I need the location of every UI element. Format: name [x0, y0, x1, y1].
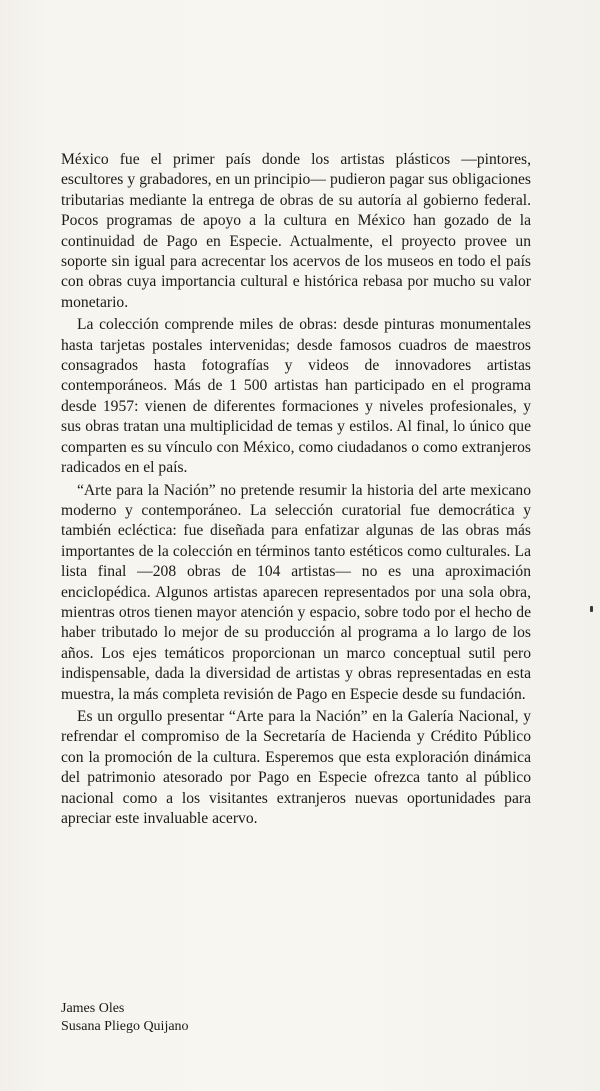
paragraph-2: La colección comprende miles de obras: desde pinturas monumentales hasta tarjetas postales intervenidas; desde famosos cuadros de maestros consagrados hasta fotografías y videos de innovadores artistas contemporáneos. Más de 1 500 artistas han participado en el programa desde 1957: vienen de diferentes formaciones y niveles profesionales, y sus obras tratan una multiplicidad de temas y estilos. Al final, lo único que comparten es su vínculo con México, como ciudadanos o como extranjeros radicados en el país. [61, 316, 531, 477]
paragraph-4: Es un orgullo presentar “Arte para la Nación” en la Galería Nacional, y refrendar el compromiso de la Secretaría de Hacienda y Crédito Público con la promoción de la cultura. Esperemos que esta exploración dinámica del patrimonio atesorado por Pago en Especie ofrezca tanto al público nacional como a los visitantes extranjeros nuevas oportunidades para apreciar este invaluable acervo. [61, 707, 531, 827]
signature-author-2: Susana Pliego Quijano [61, 1019, 189, 1034]
signature-block [61, 1000, 189, 1036]
body-text [61, 150, 531, 829]
paragraph-1: México fue el primer país donde los artistas plásticos —pintores, escultores y grabadores, en un principio— pudieron pagar sus obligaciones tributarias mediante la entrega de obras de su autoría al gobierno federal. Pocos programas de apoyo a la cultura en México han gozado de la continuidad de Pago en Especie. Actualmente, el proyecto provee un soporte sin igual para acrecentar los acervos de los museos en todo el país con obras cuya importancia cultural e histórica rebasa por mucho su valor monetario. [61, 151, 531, 311]
signature-author-1: James Oles [61, 1001, 125, 1016]
paragraph-3: “Arte para la Nación” no pretende resumir la historia del arte mexicano moderno y contemporáneo. La selección curatorial fue democrática y también ecléctica: fue diseñada para enfatizar algunas de las obras más importantes de la colección en términos tanto estéticos como culturales. La lista final —208 obras de 104 artistas— no es una aproximación enciclopédica. Algunos artistas aparecen representados por una sola obra, mientras otros tienen mayor atención y espacio, sobre todo por el hecho de haber tributado lo mejor de su producción al programa a lo largo de los años. Los ejes temáticos proporcionan un marco conceptual sutil pero indispensable, dada la diversidad de artistas y obras representadas en esta muestra, la más completa revisión de Pago en Especie desde su fundación. [61, 481, 531, 703]
page-mark [590, 606, 593, 612]
